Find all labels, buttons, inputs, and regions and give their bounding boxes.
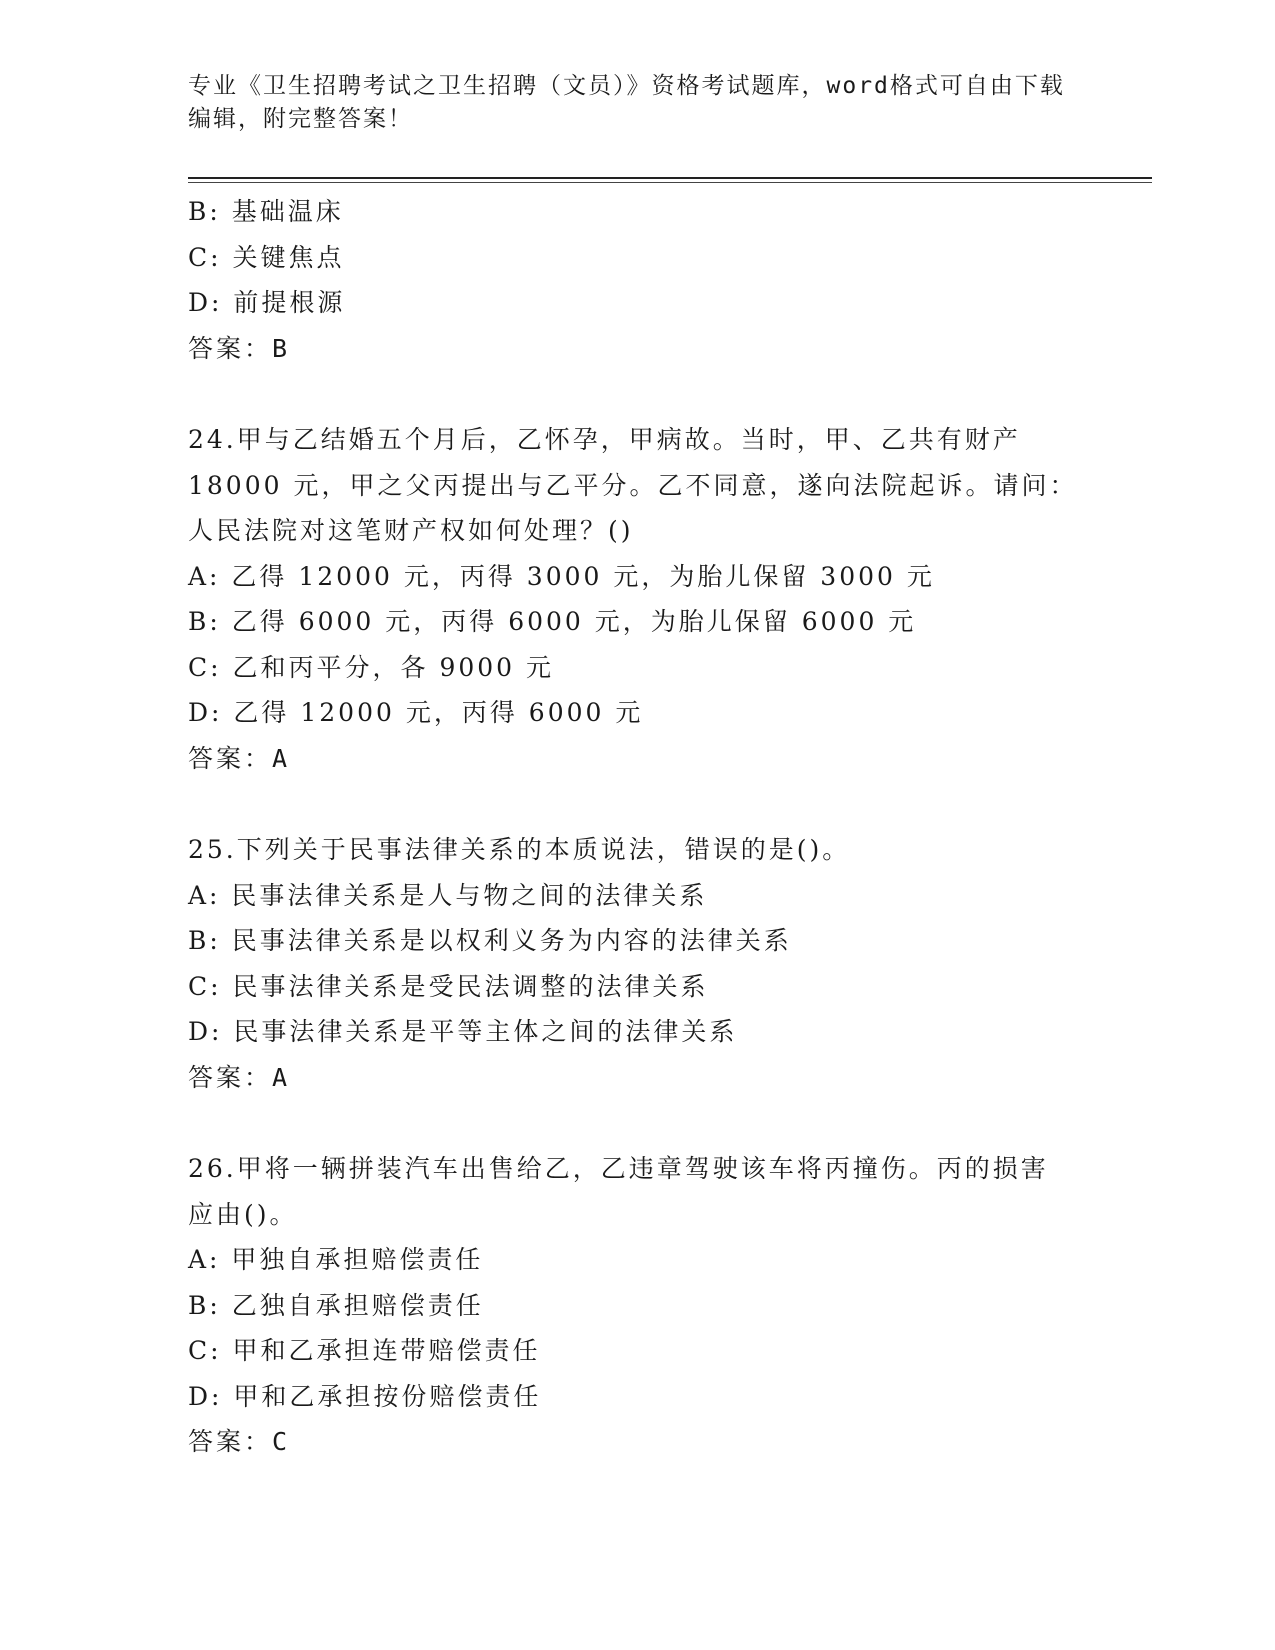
- option-c: C: 民事法律关系是受民法调整的法律关系: [188, 971, 709, 1001]
- option-d: D: 乙得 12000 元，丙得 6000 元: [188, 698, 644, 727]
- option-b: B: 乙独自承担赔偿责任: [188, 1290, 484, 1320]
- answer-line: 答案：B: [188, 333, 291, 363]
- question-stem-line: 人民法院对这笔财产权如何处理？(): [188, 516, 634, 545]
- document-header: [188, 70, 1088, 136]
- answer-line: 答案：C: [188, 1427, 291, 1456]
- option-d: D: 民事法律关系是平等主体之间的法律关系: [188, 1017, 738, 1046]
- question-26: [188, 1146, 1088, 1465]
- option-a: A: 甲独自承担赔偿责任: [188, 1245, 484, 1274]
- option-c: C: 乙和丙平分，各 9000 元: [188, 652, 555, 682]
- option-b: B: 基础温床: [188, 197, 344, 226]
- prev-question-block: [188, 189, 1088, 371]
- header-divider-thick: [188, 177, 1152, 179]
- question-stem-line: 18000 元，甲之父丙提出与乙平分。乙不同意，遂向法院起诉。请问：: [188, 470, 1078, 500]
- option-c: C: 关键焦点: [188, 242, 345, 272]
- option-b: B: 民事法律关系是以权利义务为内容的法律关系: [188, 926, 792, 955]
- option-c: C: 甲和乙承担连带赔偿责任: [188, 1336, 541, 1365]
- answer-line: 答案：A: [188, 743, 291, 773]
- option-d: D: 前提根源: [188, 288, 346, 317]
- option-a: A: 民事法律关系是人与物之间的法律关系: [188, 880, 708, 910]
- header-line-1: 专业《卫生招聘考试之卫生招聘（文员）》资格考试题库，word格式可自由下载: [188, 73, 1065, 99]
- header-line-2: 编辑，附完整答案！: [188, 106, 413, 132]
- question-stem-line: 25.下列关于民事法律关系的本质说法，错误的是()。: [188, 835, 851, 864]
- question-stem-line: 应由()。: [188, 1199, 298, 1229]
- question-stem-line: 26.甲将一辆拼装汽车出售给乙，乙违章驾驶该车将丙撞伤。丙的损害: [188, 1154, 1049, 1183]
- question-24: [188, 417, 1088, 781]
- option-d: D: 甲和乙承担按份赔偿责任: [188, 1381, 542, 1411]
- question-25: [188, 827, 1088, 1100]
- question-stem-line: 24.甲与乙结婚五个月后，乙怀孕，甲病故。当时，甲、乙共有财产: [188, 425, 1021, 454]
- document-body: [188, 189, 1088, 1465]
- answer-line: 答案：A: [188, 1062, 291, 1092]
- option-b: B: 乙得 6000 元，丙得 6000 元，为胎儿保留 6000 元: [188, 607, 917, 636]
- header-divider-thin: [188, 182, 1152, 183]
- option-a: A: 乙得 12000 元，丙得 3000 元，为胎儿保留 3000 元: [188, 561, 935, 591]
